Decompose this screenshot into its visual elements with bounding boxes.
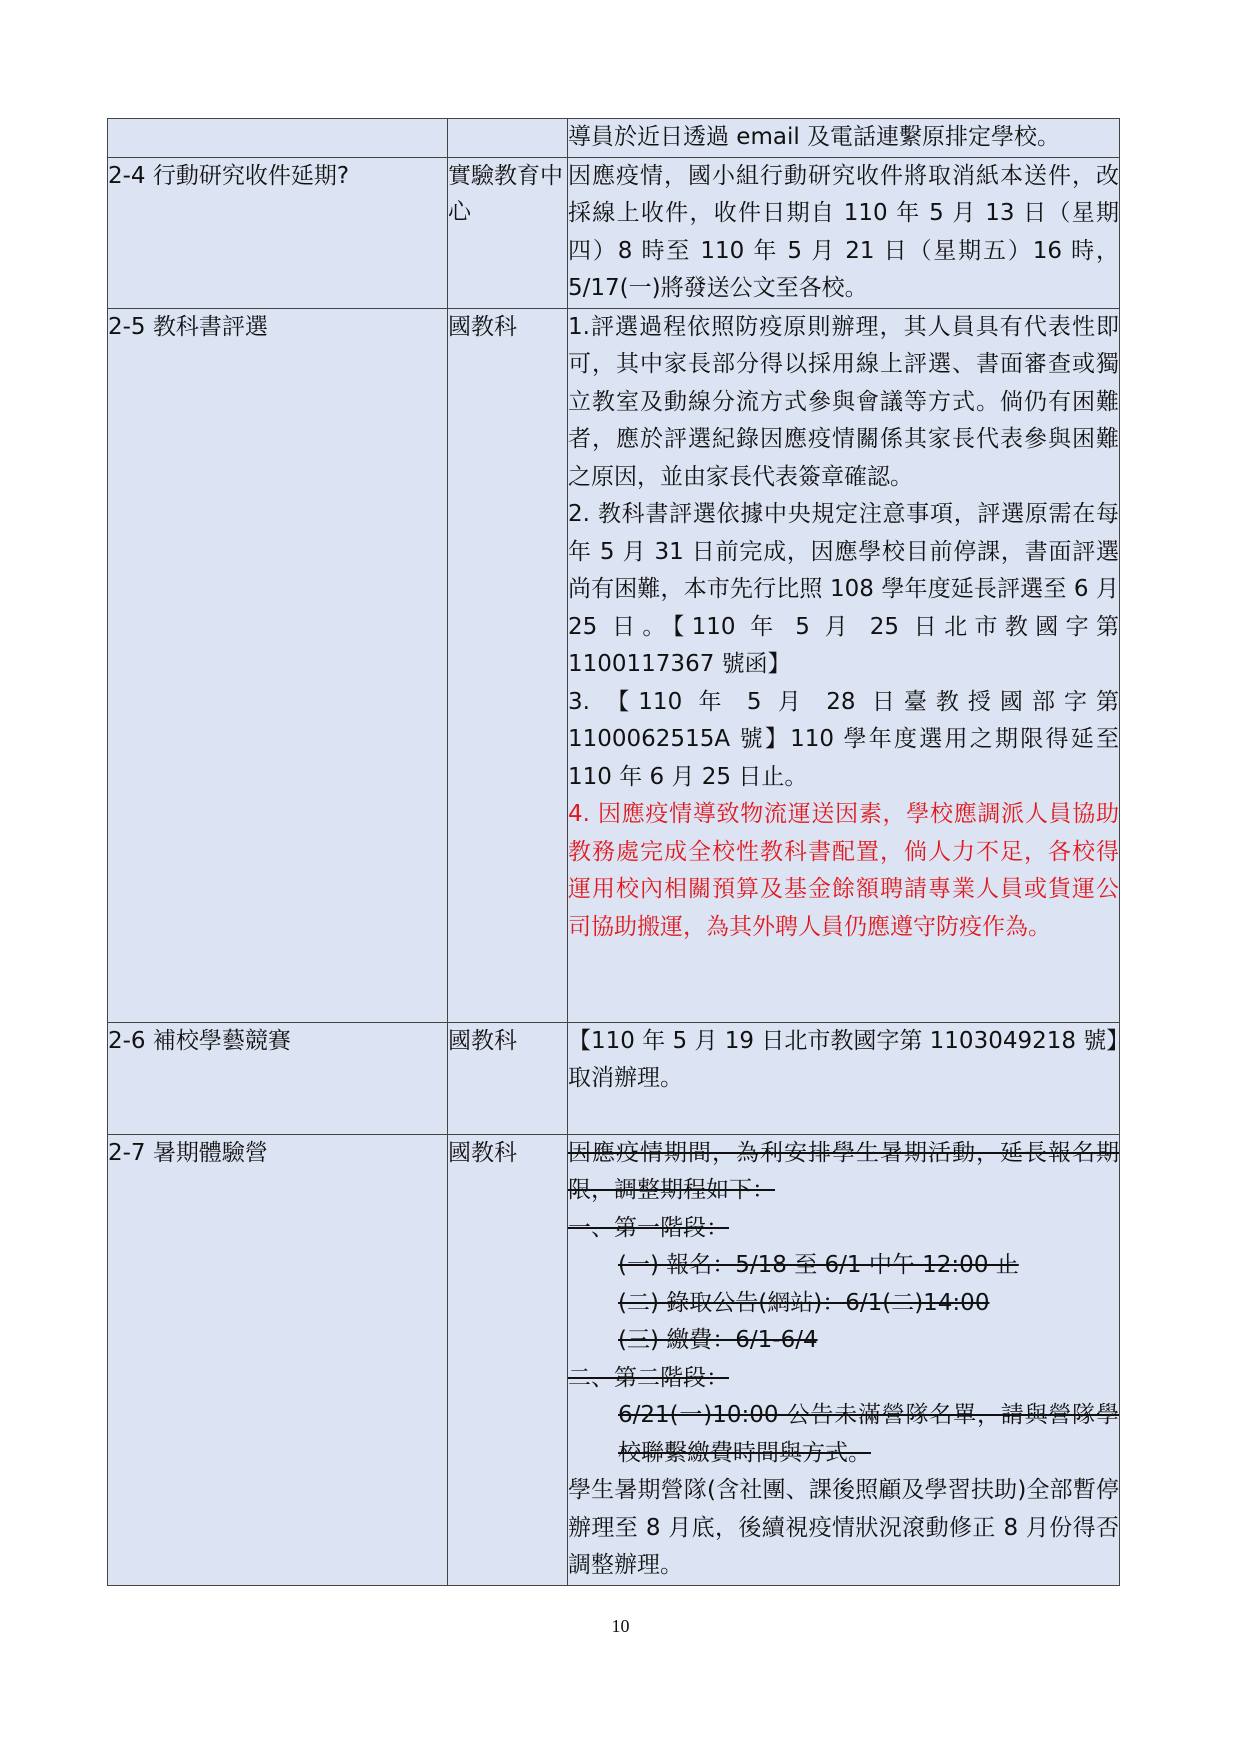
unit-cell: 國教科 bbox=[448, 1022, 568, 1134]
topic-cell bbox=[108, 119, 448, 158]
table-row bbox=[108, 1022, 1120, 1134]
content-cell bbox=[568, 119, 1120, 158]
content-paragraph: 1.評選過程依照防疫原則辦理，其人員具有代表性即可，其中家長部分得以採用線上評選、書面審查或獨立教室及動線分流方式參與會議等方式。倘仍有困難者，應於評選紀錄因應疫情關係其家長代表參與困難之原因，並由家長代表簽章確認。 bbox=[568, 313, 1119, 490]
content-paragraph: 學生暑期營隊(含社團、課後照顧及學習扶助)全部暫停辦理至 8 月底，後續視疫情狀況滾動修正 8 月份得否調整辦理。 bbox=[568, 1477, 1119, 1578]
page-number: 10 bbox=[611, 1616, 630, 1636]
table-row bbox=[108, 308, 1120, 1022]
unit-cell bbox=[448, 119, 568, 158]
content-paragraph: 因應疫情，國小組行動研究收件將取消紙本送件，改採線上收件，收件日期自 110 年 5 月 13 日（星期四）8 時至 110 年 5 月 21 日（星期五）16 時，5/17(一)將發送公文至各校。 bbox=[568, 162, 1119, 301]
struck-paragraph: 二、第二階段： bbox=[568, 1364, 729, 1391]
content-paragraph: 3. 【110 年 5 月 28 日臺教授國部字第 1100062515A 號】110 學年度選用之期限得延至 110 年 6 月 25 日止。 bbox=[568, 688, 1119, 790]
content-paragraph: 取消辦理。 bbox=[568, 1065, 683, 1091]
content-paragraph: 【110 年 5 月 19 日北市教國字第 1103049218 號】 bbox=[568, 1027, 1130, 1054]
struck-paragraph: 因應疫情期間，為利安排學生暑期活動，延長報名期限，調整期程如下： bbox=[568, 1139, 1119, 1203]
struck-paragraph: 一、第一階段： bbox=[568, 1214, 729, 1241]
topic-cell: 2-4 行動研究收件延期? bbox=[108, 157, 448, 308]
content-paragraph-highlight: 4. 因應疫情導致物流運送因素，學校應調派人員協助教務處完成全校性教科書配置，倘人力不足，各校得運用校內相關預算及基金餘額聘請專業人員或貨運公司協助搬運，為其外聘人員仍應遵守防疫作為。 bbox=[568, 801, 1119, 940]
unit-cell: 國教科 bbox=[448, 308, 568, 1022]
content-paragraph: 2. 教科書評選依據中央規定注意事項，評選原需在每年 5 月 31 日前完成，因應學校目前停課，書面評選尚有困難，本市先行比照 108 學年度延長評選至 6 月 25 日。【110 年 5 月 25 日北市教國字第 1100117367 號函】 bbox=[568, 501, 1119, 677]
content-cell bbox=[568, 1022, 1130, 1134]
content-cell bbox=[568, 308, 1120, 1022]
table-row bbox=[108, 1134, 1120, 1585]
struck-list-item: 6/21(一)10:00 公告未滿營隊名單，請與營隊學校聯繫繳費時間與方式。 bbox=[618, 1402, 1119, 1466]
struck-list-item: (三) 繳費：6/1-6/4 bbox=[618, 1327, 818, 1353]
content-paragraph: 導員於近日透過 email 及電話連繫原排定學校。 bbox=[568, 124, 1061, 150]
table-row bbox=[108, 157, 1120, 308]
document-table bbox=[107, 118, 1130, 1586]
table-row bbox=[108, 119, 1120, 158]
struck-list-item: (二) 錄取公告(網站)：6/1(二)14:00 bbox=[618, 1289, 990, 1316]
content-cell bbox=[568, 157, 1120, 308]
unit-cell: 國教科 bbox=[448, 1134, 568, 1585]
topic-cell: 2-5 教科書評選 bbox=[108, 308, 448, 1022]
struck-list-item: (一) 報名：5/18 至 6/1 中午 12:00 止 bbox=[618, 1252, 1019, 1278]
content-cell bbox=[568, 1134, 1120, 1585]
topic-cell: 2-7 暑期體驗營 bbox=[108, 1134, 448, 1585]
unit-cell: 實驗教育中心 bbox=[448, 157, 568, 308]
topic-cell: 2-6 補校學藝競賽 bbox=[108, 1022, 448, 1134]
